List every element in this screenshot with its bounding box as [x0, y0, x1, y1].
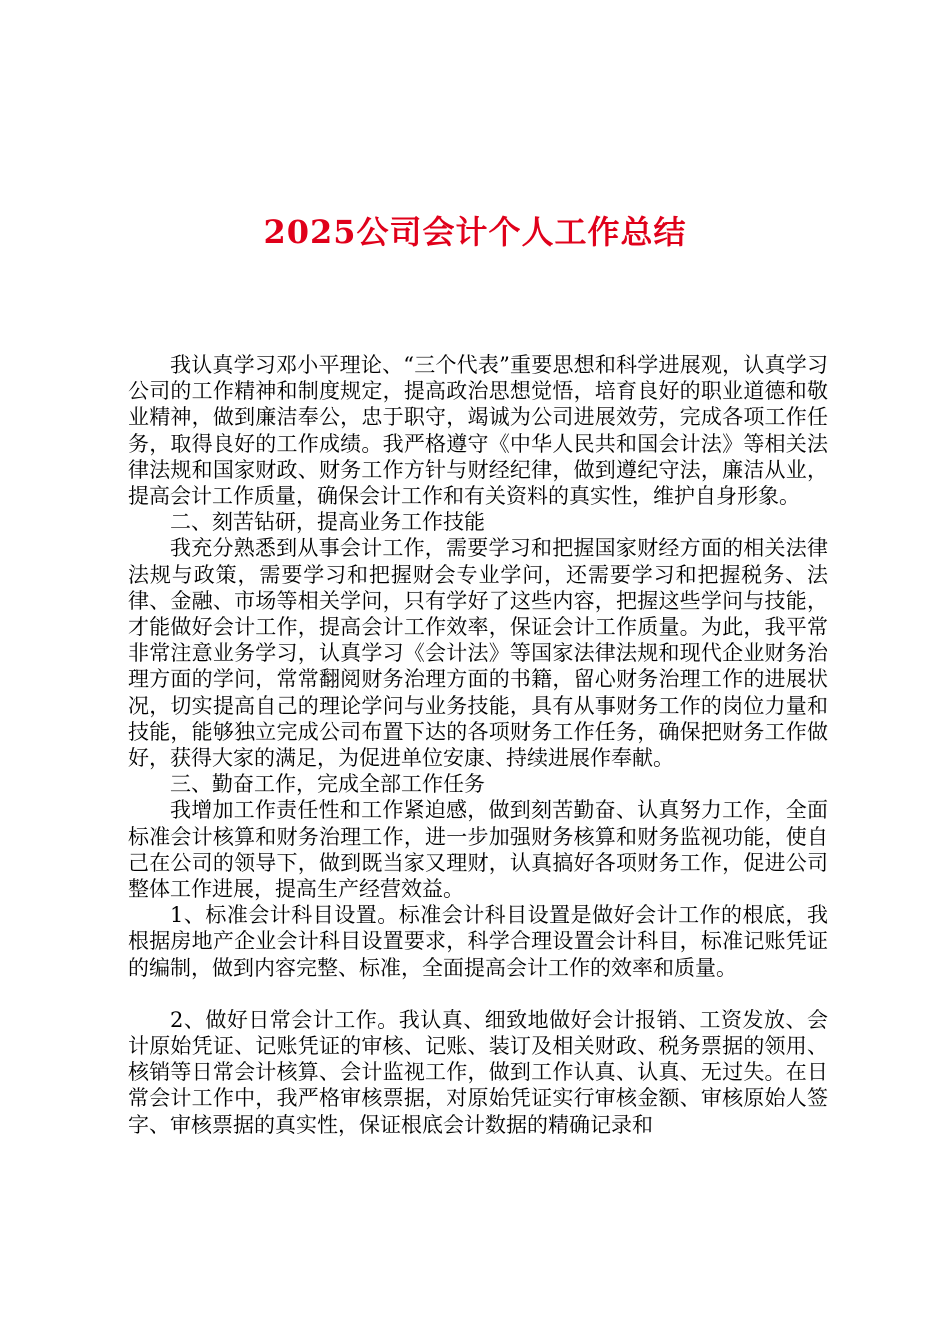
- paragraph-intro: 我认真学习邓小平理论、“三个代表”重要思想和科学进展观，认真学习公司的工作精神和制度规定，提高政治思想觉悟，培育良好的职业道德和敬业精神，做到廉洁奉公，忠于职守，竭诚为公司进展效劳，完成各项工作任务，取得良好的工作成绩。我严格遵守《中华人民共和国会计法》等相关法律法规和国家财政、财务工作方针与财经纪律，做到遵纪守法，廉洁从业，提高会计工作质量，确保会计工作和有关资料的真实性，维护自身形象。: [128, 353, 828, 509]
- section-heading-3: 三、勤奋工作，完成全部工作任务: [170, 772, 485, 797]
- paragraph-study: 我充分熟悉到从事会计工作，需要学习和把握国家财经方面的相关法律法规与政策，需要学习和把握财会专业学问，还需要学习和把握税务、法律、金融、市场等相关学问，只有学好了这些内容，把握这些学问与技能，才能做好会计工作，提高会计工作效率，保证会计工作质量。为此，我平常非常注意业务学习，认真学习《会计法》等国家法律法规和现代企业财务治理方面的学问，常常翻阅财务治理方面的书籍，留心财务治理工作的进展状况，切实提高自己的理论学问与业务技能，具有从事财务工作的岗位力量和技能，能够独立完成公司布置下达的各项财务工作任务，确保把财务工作做好，获得大家的满足，为促进单位安康、持续进展作奉献。: [128, 536, 828, 771]
- document-body: [128, 352, 828, 1138]
- section-heading-2: 二、刻苦钻研，提高业务工作技能: [170, 510, 485, 535]
- document-title: 2025公司会计个人工作总结: [263, 213, 687, 251]
- paragraph-diligence: 我增加工作责任性和工作紧迫感，做到刻苦勤奋、认真努力工作，全面标准会计核算和财务治理工作，进一步加强财务核算和财务监视功能，使自己在公司的领导下，做到既当家又理财，认真搞好各项财务工作，促进公司整体工作进展，提高生产经营效益。: [128, 798, 828, 902]
- paragraph-item-1: 1、标准会计科目设置。标准会计科目设置是做好会计工作的根底，我根据房地产企业会计科目设置要求，科学合理设置会计科目，标准记账凭证的编制，做到内容完整、标准，全面提高会计工作的效率和质量。: [128, 903, 828, 980]
- paragraph-item-2: 2、做好日常会计工作。我认真、细致地做好会计报销、工资发放、会计原始凭证、记账凭证的审核、记账、装订及相关财政、税务票据的领用、核销等日常会计核算、会计监视工作，做到工作认真、认真、无过失。在日常会计工作中，我严格审核票据，对原始凭证实行审核金额、审核原始人签字、审核票据的真实性，保证根底会计数据的精确记录和: [128, 1007, 828, 1137]
